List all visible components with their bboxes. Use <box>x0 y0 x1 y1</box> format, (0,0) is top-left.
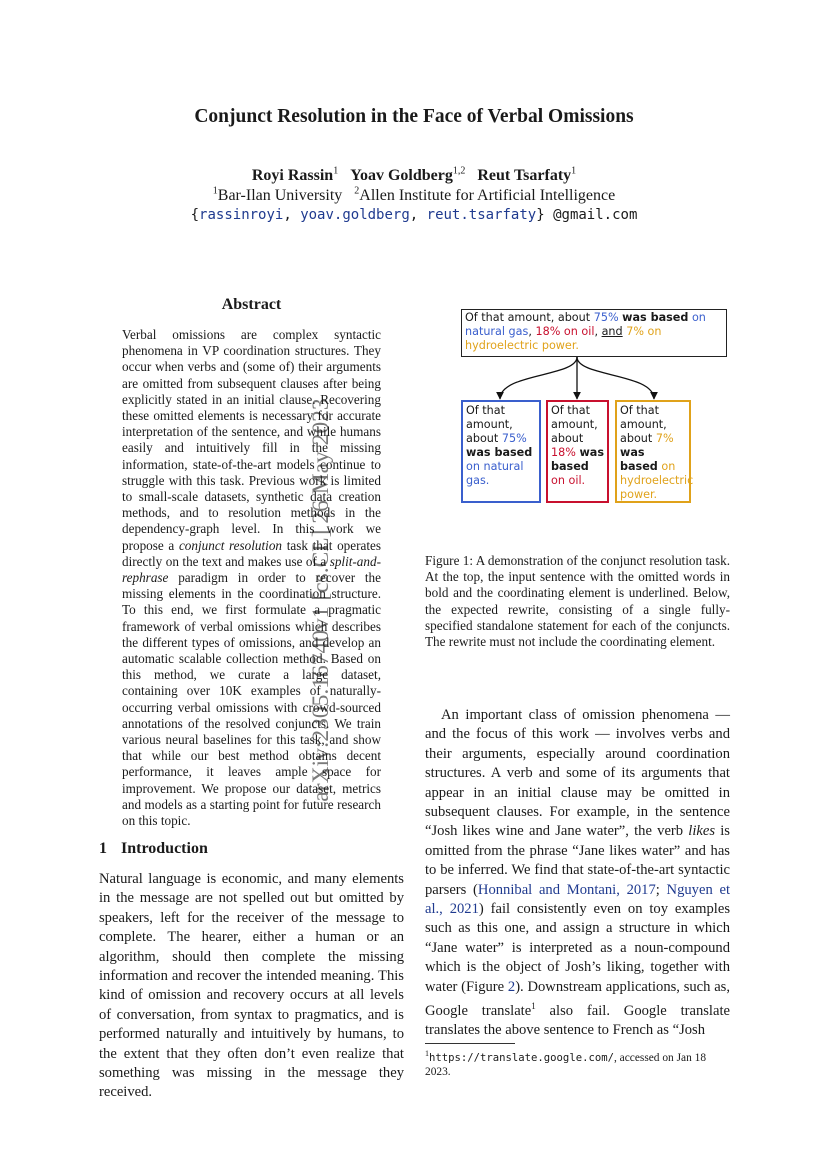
footnote-rule <box>425 1043 515 1044</box>
affil-mark: 2 <box>354 185 360 197</box>
fig-text: on <box>688 311 706 324</box>
author-name: Yoav Goldberg <box>350 167 453 184</box>
abstract-body <box>122 327 381 829</box>
figure-input-sentence <box>461 309 727 357</box>
abstract-emphasis: conjunct resolution <box>178 537 283 553</box>
email-link[interactable]: yoav.goldberg <box>300 207 410 223</box>
email-line: {rassinroyi, yoav.goldberg, reut.tsarfaty} @gmail.com <box>190 207 638 223</box>
citation-link[interactable]: Honnibal and Montani, 2017 <box>477 881 656 898</box>
footnote-number: 1 <box>425 1049 429 1058</box>
body-text: ). Downstream applications, such as, Google translate <box>425 978 730 1019</box>
citation-link[interactable]: Nguyen et al., 2021 <box>425 881 731 918</box>
body-text: ; <box>655 881 667 898</box>
fig-percent: 75% <box>593 311 619 324</box>
email-brace-close: } <box>536 207 545 223</box>
fig-text: , <box>528 325 536 338</box>
abstract-text: paradigm in order to recover the missing elements in the coordination structure. To this end, we first formulate a pragmatic framework of verbal omissions which describes the different types of omissions, and develop an automatic scalable collection method. Based on this method, we curate a large dataset, containing over 10K examples of naturally-occurring verbal omissions with crowd-sourced annotations of the resolved conjuncts. We train various neural baselines for this task, and show that while our best method obtains decent performance, it leaves ample space for improvement. We propose our dataset, metrics and models as a starting point for future research on this topic. <box>122 570 381 829</box>
rewrite-box-1 <box>461 400 541 503</box>
author-name: Royi Rassin <box>251 167 334 184</box>
figure-caption: Figure 1: A demonstration of the conjunct resolution task. At the top, the input sentence with the omitted words in bold and the coordinating element is underlined. Below, the expected rewrite, consisting of a single fully-specified standalone statement for each of the conjuncts. The rewrite must not include the coordinating element. <box>425 553 730 650</box>
affiliation: Allen Institute for Artificial Intelligence <box>359 187 616 204</box>
rewrite-box-3 <box>615 400 694 503</box>
figure-ref-link[interactable]: 2 <box>507 978 516 995</box>
fig-omitted-words: was based <box>620 446 658 473</box>
fig-conjunct: 18% on oil <box>535 325 595 338</box>
author-affil-mark: 1 <box>333 165 339 177</box>
email-domain: @gmail.com <box>553 207 638 223</box>
fig-omitted-words: was based <box>622 311 689 324</box>
fig-text: Of that amount, about <box>620 404 667 445</box>
email-brace-open: { <box>190 207 200 223</box>
abstract-heading: Abstract <box>221 296 282 313</box>
fig-conjunct: natural gas <box>465 325 529 338</box>
fig-text: Of that amount, about <box>465 311 594 324</box>
author-affil-mark: 1 <box>571 165 577 177</box>
fig-text: Of that amount, about <box>466 404 513 445</box>
section-title: Introduction <box>121 840 208 857</box>
author-affil-mark: 1,2 <box>452 165 466 177</box>
fig-text: , <box>594 325 602 338</box>
arrow-right <box>577 357 654 399</box>
fig-omitted-words: was based <box>466 446 533 459</box>
email-link[interactable]: rassinroyi <box>199 207 284 223</box>
body-text: An important class of omission phenomena — and the focus of this work — involves verbs and their arguments, especially around coordination structures. A verb and some of its arguments that appear in an initial clause may be omitted in subsequent clauses. For example, in the sentence “Josh likes wine and Jane water”, the verb <box>425 707 730 840</box>
fig-percent: 7% <box>655 432 674 445</box>
fig-conjunct: on hydroelectric power. <box>620 460 694 501</box>
body-emphasis: likes <box>688 823 716 840</box>
fig-coordinator: and <box>601 325 623 338</box>
fig-omitted-words: was based <box>551 446 604 473</box>
body-paragraph <box>425 706 730 1041</box>
body-text: is omitted from the phrase “Jane likes water” and has to be inferred. We find that state-of-the-art syntactic parsers ( <box>425 823 730 898</box>
footnote-text: , accessed on Jan 18 2023. <box>425 1051 707 1078</box>
footnote <box>425 1047 730 1079</box>
rewrite-box-2 <box>546 400 609 503</box>
fig-conjunct: on oil. <box>551 474 586 487</box>
affiliation-list <box>0 187 828 205</box>
footnote-mark[interactable]: 1 <box>531 1001 536 1012</box>
fig-text: Of that amount, about <box>551 404 598 445</box>
arrow-left <box>500 357 577 399</box>
author-list <box>0 167 828 185</box>
affil-mark: 1 <box>212 185 218 197</box>
abstract-text: task that operates directly on the text and makes use of a <box>122 537 381 569</box>
abstract-emphasis: split-and-rephrase <box>122 553 381 586</box>
section-heading <box>99 840 208 858</box>
fig-conjunct: 7% on hydroelectric power. <box>465 325 662 352</box>
fig-text: on <box>466 460 484 473</box>
fig-percent: 18% <box>551 446 576 459</box>
abstract-text: Verbal omissions are complex syntactic phenomena in VP coordination structures. They occur when verbs and (some of) their arguments are omitted from subsequent clauses after being explicitly stated in an initial clause. Recovering these omitted elements is necessary for accurate interpretation of the sentence, and while humans easily and intuitively fill in the missing information, state-of-the-art models continue to struggle with this task. Previous work is limited to small-scale datasets, synthetic data creation methods, and to resolution methods in the dependency-graph level. In this work we propose a <box>122 327 381 553</box>
footnote-url[interactable]: https://translate.google.com/ <box>429 1051 614 1064</box>
author-name: Reut Tsarfaty <box>477 167 572 184</box>
section-number: 1 <box>99 840 107 857</box>
arxiv-stamp: arXiv:2305.16740v1 [cs.CL] 26 May 2023 <box>308 398 334 802</box>
intro-paragraph: Natural language is economic, and many elements in the message are not spelled out but omitted by speakers, left for the receiver of the message to complete. The hearer, either a human or an algorithm, should then complete the missing information and recover the intended meaning. This kind of omission and recovery occurs at all levels of conversation, from syntax to pragmatics, and is performed naturally and intuitively by humans, to the extent that they often don’t even realize that something was missing in the message they received. <box>99 871 404 1101</box>
paper-title: Conjunct Resolution in the Face of Verbal Omissions <box>194 106 634 127</box>
body-text: also fail. Google translate translates the above sentence to French as “Josh <box>425 1002 730 1039</box>
fig-conjunct: natural gas. <box>466 460 524 487</box>
affiliation: Bar-Ilan University <box>217 187 343 204</box>
figure-arrows <box>440 355 720 405</box>
email-link[interactable]: reut.tsarfaty <box>426 207 537 223</box>
fig-percent: 75% <box>501 432 527 445</box>
body-text: ) fail consistently even on toy examples such as this one, and assign a structure in which “Jane water” is interpreted as a noun-compound which is the object of Josh’s liking, together with water (Figure <box>425 901 730 995</box>
